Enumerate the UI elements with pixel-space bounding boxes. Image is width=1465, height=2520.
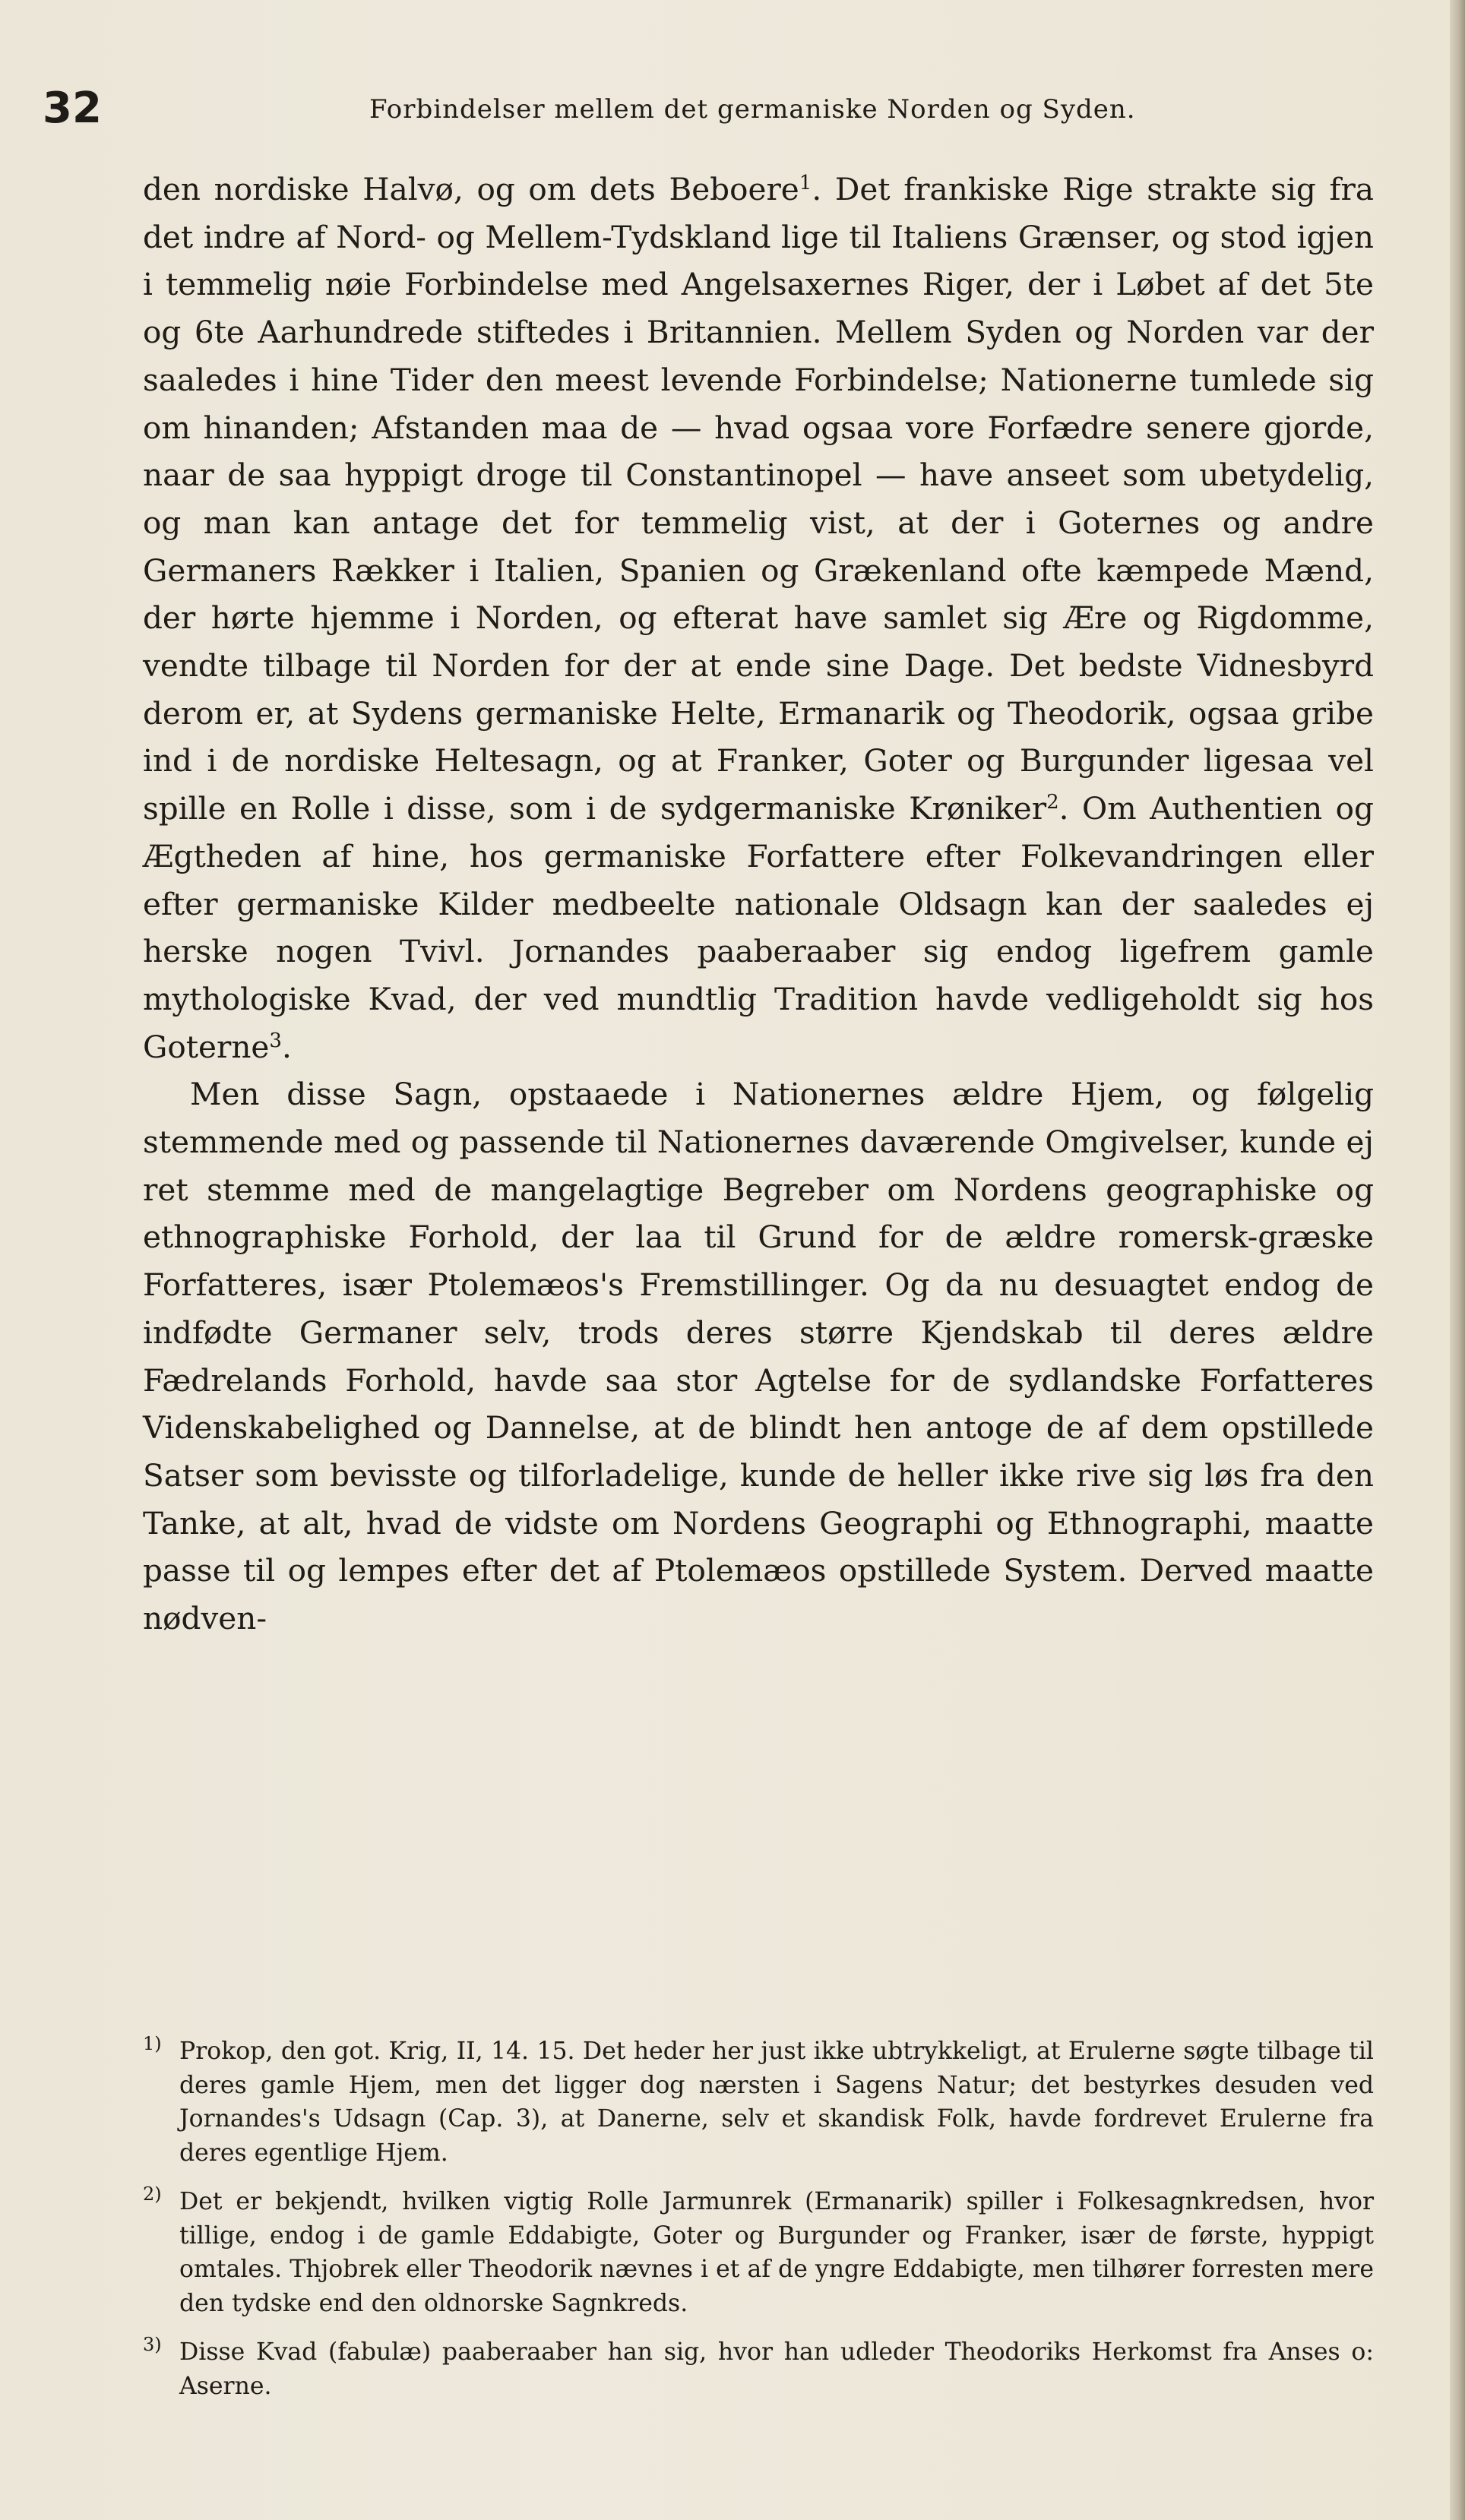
paragraph-2: Men disse Sagn, opstaaede i Nationernes ældre Hjem, og følgelig stemmende med og passende til Nationernes daværende Omgivelser, kunde ej ret stemme med de mangelagtige Begreber om Nordens geographiske og ethnographiske Forhold, der laa til Grund for de ældre romersk-græske Forfatteres, især Ptolemæos's Fremstillinger. Og da nu desuagtet endog de indfødte Germaner selv, trods deres større Kjendskab til deres ældre Fædrelands Forhold, havde saa stor Agtelse for de sydlandske Forfatteres Videnskabelighed og Dannelse, at de blindt hen antoge de af dem opstillede Satser som bevisste og tilforladelige, kunde de heller ikke rive sig løs fra den Tanke, at alt, hvad de vidste om Nordens Geographi og Ethnographi, maatte passe til og lempes efter det af Ptolemæos opstillede System. Derved maatte nødven- [143, 1076, 1374, 1637]
paragraph-1-text-b: . Det frankiske Rige strakte sig fra det indre af Nord- og Mellem-Tydskland lige til Italiens Grænser, og stod igjen i temmelig nøie Forbindelse med Angelsaxernes Riger, der i Løbet af det 5te og 6te Aarhundrede stiftedes i Britannien. Mellem Syden og Norden var der saaledes i hine Tider den meest levende Forbindelse; Nationerne tumlede sig om hinanden; Afstanden maa de — hvad ogsaa vore Forfædre senere gjorde, naar de saa hyppigt droge til Constantinopel — have anseet som ubetydelig, og man kan antage det for temmelig vist, at der i Goternes og andre Germaners Rækker i Italien, Spanien og Grækenland ofte kæmpede Mænd, der hørte hjemme i Norden, og efterat have samlet sig Ære og Rigdomme, vendte tilbage til Norden for der at ende sine Dage. Det bedste Vidnesbyrd derom er, at Sydens germaniske Helte, Ermanarik og Theodorik, ogsaa gribe ind i de nordiske Heltesagn, og at Franker, Goter og Burgunder ligesaa vel spille en Rolle i disse, som i de sydgermaniske Krøniker [143, 171, 1374, 827]
paragraph-1-text-d: . [281, 1028, 292, 1065]
footnote-2 [143, 2177, 1374, 2320]
footnote-1 [143, 2027, 1374, 2170]
page-number: 32 [43, 84, 102, 133]
body-text [143, 166, 1374, 1643]
footnote-3-text: Disse Kvad (fabulæ) paaberaaber han sig, hvor han udleder Theodoriks Herkomst fra Anses o: Aserne. [179, 2338, 1374, 2400]
footnote-3 [143, 2328, 1374, 2403]
footnote-ref-1[interactable]: 1 [799, 172, 812, 194]
paragraph-1-text-c: . Om Authentien og Ægtheden af hine, hos germaniske Forfattere efter Folkevandringen eller efter germaniske Kilder medbeelte nationale Oldsagn kan der saaledes ej herske nogen Tvivl. Jornandes paaberaaber sig endog ligefrem gamle mythologiske Kvad, der ved mundtlig Tradition havde vedligeholdt sig hos Goterne [143, 790, 1374, 1065]
running-title: Forbindelser mellem det germaniske Norden og Syden. [369, 94, 1136, 125]
paragraph-1 [143, 166, 1374, 1070]
footnote-ref-3[interactable]: 3 [269, 1029, 282, 1052]
paragraph-1-text-a: den nordiske Halvø, og om dets Beboere [143, 171, 799, 207]
footnote-2-text: Det er bekjendt, hvilken vigtig Rolle Jarmunrek (Ermanarik) spiller i Folkesagnkredsen, hvor tillige, endog i de gamle Eddabigte, Goter og Burgunder og Franker, især de første, hyppigt omtales. Thjobrek eller Theodorik nævnes i et af de yngre Eddabigte, men tilhører forresten mere den tydske end den oldnorske Sagnkreds. [179, 2188, 1374, 2317]
footnote-ref-2[interactable]: 2 [1046, 791, 1059, 814]
footnote-3-mark: 3) [143, 2334, 162, 2355]
footnotes [143, 2027, 1374, 2411]
footnote-1-text: Prokop, den got. Krig, II, 14. 15. Det heder her just ikke ubtrykkeligt, at Erulerne søgte tilbage til deres gamle Hjem, men det ligger dog nærsten i Sagens Natur; det bestyrkes desuden ved Jornandes's Udsagn (Cap. 3), at Danerne, selv et skandisk Folk, havde fordrevet Erulerne fra deres egentlige Hjem. [179, 2038, 1374, 2167]
page-header [43, 82, 1410, 135]
footnote-1-mark: 1) [143, 2033, 162, 2054]
footnote-2-mark: 2) [143, 2183, 162, 2205]
binding-edge [1450, 0, 1465, 2520]
